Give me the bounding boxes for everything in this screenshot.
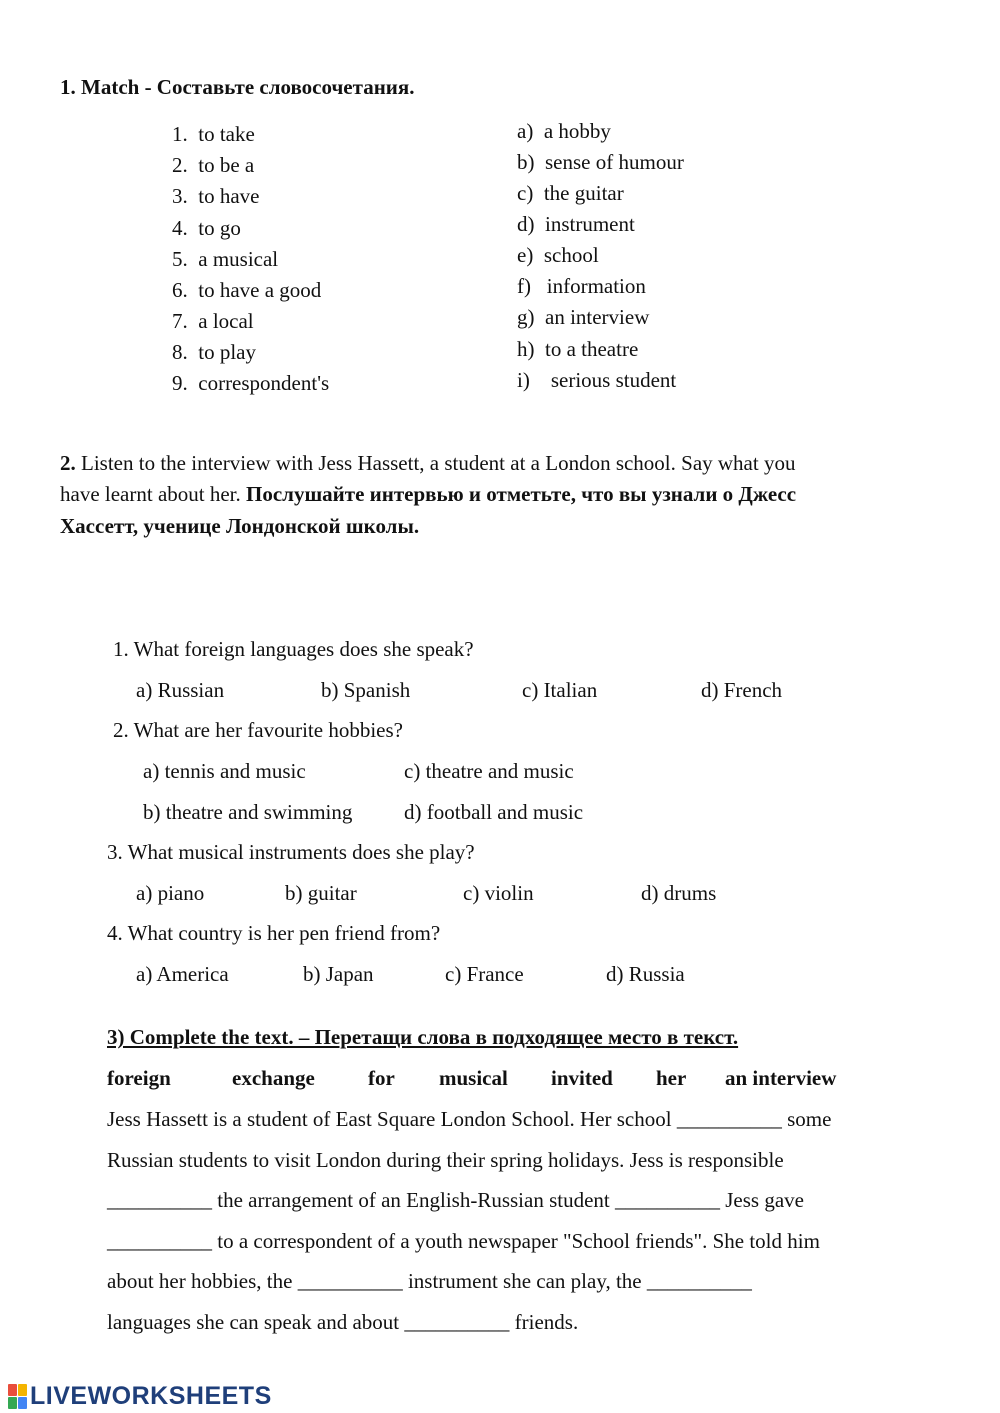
list-item: 4. to go <box>172 216 241 240</box>
logo-text: LIVEWORKSHEETS <box>30 1382 272 1410</box>
question-4: 4. What country is her pen friend from? <box>107 921 441 945</box>
section3-title: 3) Complete the text. – Перетащи слова в подходящее место в текст. <box>107 1025 739 1049</box>
left-text: to have a good <box>198 278 322 302</box>
list-item: 7. a local <box>172 309 254 333</box>
q4-option-b: b) Japan <box>303 962 374 986</box>
left-text: a local <box>198 309 254 333</box>
list-item: 3. to have <box>172 184 260 208</box>
section1-title: 1. Match - Составьте словосочетания. <box>60 75 415 99</box>
q1-option-c: c) Italian <box>522 678 598 702</box>
word-bank-foreign[interactable]: foreign <box>107 1066 171 1090</box>
q3-option-c: c) violin <box>463 881 534 905</box>
text-line-2: Russian students to visit London during their spring holidays. Jess is responsible <box>107 1148 784 1172</box>
text-line-1: Jess Hassett is a student of East Square London School. Her school __________ some <box>107 1107 832 1131</box>
list-item: a) a hobby <box>517 119 611 143</box>
text-line-5: about her hobbies, the __________ instrument she can play, the __________ <box>107 1269 752 1293</box>
list-item: 6. to have a good <box>172 278 322 302</box>
q2-option-b: b) theatre and swimming <box>143 800 353 824</box>
right-text: school <box>543 243 599 267</box>
word-bank-her[interactable]: her <box>656 1066 687 1090</box>
section2-intro-line1: 2. Listen to the interview with Jess Hassett, a student at a London school. Say what you <box>60 451 796 475</box>
section2-intro-line2: have learnt about her. Послушайте интервью и отметьте, что вы узнали о Джесс <box>60 482 797 506</box>
right-text: the guitar <box>543 181 624 205</box>
list-item: 1. to take <box>172 122 255 146</box>
logo-grid-icon <box>8 1384 27 1409</box>
list-item: i) serious student <box>517 368 677 392</box>
list-item: g) an interview <box>517 305 650 329</box>
list-item: 9. correspondent's <box>172 371 330 395</box>
left-text: to have <box>198 184 260 208</box>
text-line-6: languages she can speak and about __________ friends. <box>107 1310 579 1334</box>
left-text: a musical <box>198 247 279 271</box>
q3-option-a: a) piano <box>136 881 205 905</box>
right-text: to a theatre <box>545 337 639 361</box>
left-text: correspondent's <box>198 371 330 395</box>
section2-intro-line3: Хассетт, ученице Лондонской школы. <box>60 514 420 538</box>
list-item: d) instrument <box>517 212 635 236</box>
list-item: 8. to play <box>172 340 256 364</box>
left-text: to take <box>198 122 255 146</box>
q1-option-b: b) Spanish <box>321 678 411 702</box>
right-text: information <box>546 274 646 298</box>
list-item: c) the guitar <box>517 181 624 205</box>
q2-option-c: c) theatre and music <box>404 759 574 783</box>
q4-option-d: d) Russia <box>606 962 685 986</box>
list-item: b) sense of humour <box>517 150 684 174</box>
list-item: e) school <box>517 243 599 267</box>
q4-option-a: a) America <box>136 962 229 986</box>
word-bank-an-interview[interactable]: an interview <box>725 1066 837 1090</box>
q1-option-a: a) Russian <box>136 678 225 702</box>
list-item: 5. a musical <box>172 247 279 271</box>
q1-option-d: d) French <box>701 678 783 702</box>
right-text: serious student <box>550 368 677 392</box>
left-text: to go <box>198 216 241 240</box>
text-line-3: __________ the arrangement of an English-Russian student __________ Jess gave <box>107 1188 804 1212</box>
question-1: 1. What foreign languages does she speak? <box>113 637 474 661</box>
question-2: 2. What are her favourite hobbies? <box>113 718 403 742</box>
word-bank-invited[interactable]: invited <box>551 1066 613 1090</box>
word-bank-exchange[interactable]: exchange <box>232 1066 315 1090</box>
right-text: an interview <box>545 305 650 329</box>
right-text: instrument <box>545 212 635 236</box>
q2-option-a: a) tennis and music <box>143 759 306 783</box>
left-text: to play <box>198 340 256 364</box>
word-bank-for[interactable]: for <box>368 1066 395 1090</box>
list-item: h) to a theatre <box>517 337 639 361</box>
q4-option-c: c) France <box>445 962 524 986</box>
left-text: to be a <box>198 153 255 177</box>
word-bank-musical[interactable]: musical <box>439 1066 508 1090</box>
q3-option-b: b) guitar <box>285 881 357 905</box>
text-line-4: __________ to a correspondent of a youth newspaper "School friends". She told him <box>107 1229 820 1253</box>
question-3: 3. What musical instruments does she play? <box>107 840 475 864</box>
liveworksheets-logo <box>8 1382 272 1411</box>
right-text: sense of humour <box>545 150 684 174</box>
q3-option-d: d) drums <box>641 881 717 905</box>
right-text: a hobby <box>543 119 611 143</box>
list-item: 2. to be a <box>172 153 255 177</box>
list-item: f) information <box>517 274 646 298</box>
q2-option-d: d) football and music <box>404 800 584 824</box>
